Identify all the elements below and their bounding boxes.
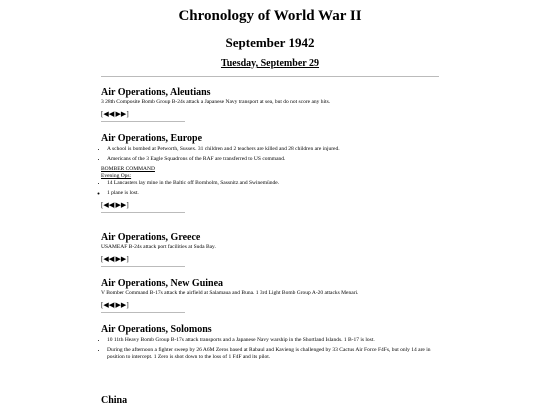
nav-separator: | <box>114 255 116 263</box>
prev-icon[interactable]: ◀◀ <box>103 255 115 263</box>
page-title: Chronology of World War II <box>178 8 362 24</box>
month-heading: September 1942 <box>225 35 315 50</box>
section-text: V Bomber Command B-17s attack the airfield at Salamaua and Buna. 1 3rd Light Bomb Group A-20 attacks Menari. <box>101 290 359 296</box>
section-aleutians <box>101 87 439 122</box>
section-title: Air Operations, Solomons <box>101 324 212 335</box>
prev-icon[interactable]: ◀◀ <box>103 301 115 309</box>
subheading-evening-ops: Evening Ops: <box>101 173 132 179</box>
prev-icon[interactable]: ◀◀ <box>103 110 115 118</box>
section-divider <box>101 212 185 213</box>
section-title: Air Operations, Aleutians <box>101 87 211 98</box>
day-heading[interactable]: Tuesday, September 29 <box>220 58 320 69</box>
nav-bracket-close: ] <box>126 110 129 118</box>
section-text: USAMEAF B-24s attack port facilities at Suda Bay. <box>101 244 216 250</box>
section-divider <box>101 121 185 122</box>
nav-bracket-open: [ <box>101 301 104 309</box>
header-divider <box>101 76 439 77</box>
prev-icon[interactable]: ◀◀ <box>103 201 115 209</box>
section-title: Air Operations, Europe <box>101 133 203 144</box>
section-text: 3 28th Composite Bomb Group B-24s attack a Japanese Navy transport at sea, but do not score any hits. <box>101 99 331 105</box>
section-greece <box>101 232 439 267</box>
next-icon[interactable]: ▶▶ <box>115 110 127 118</box>
nav-bracket-open: [ <box>101 255 104 263</box>
nav-bracket-close: ] <box>126 301 129 309</box>
section-title: Air Operations, Greece <box>101 232 201 243</box>
nav-bracket-open: [ <box>101 110 104 118</box>
nav-bracket-close: ] <box>126 255 129 263</box>
section-nav <box>101 301 439 309</box>
section-title: China <box>101 395 128 406</box>
bullet-list <box>101 146 439 163</box>
next-icon[interactable]: ▶▶ <box>115 201 127 209</box>
nav-separator: | <box>114 301 116 309</box>
section-nav <box>101 201 439 209</box>
subheading-bomber-command: BOMBER COMMAND <box>101 166 155 172</box>
bullet-list <box>101 337 439 361</box>
list-item: • Americans of the 3 Eagle Squadrons of the RAF are transferred to US command. <box>107 156 439 163</box>
section-china <box>101 395 439 406</box>
list-item: • A school is bombed at Petworth, Sussex. 31 children and 2 teachers are killed and 28 children are injured. <box>107 146 439 153</box>
nav-bracket-open: [ <box>101 201 104 209</box>
section-europe <box>101 133 439 213</box>
nav-separator: | <box>114 110 116 118</box>
next-icon[interactable]: ▶▶ <box>115 301 127 309</box>
list-item: • During the afternoon a fighter sweep by 26 A6M Zeros based at Rabaul and Kavieng is challenged by 33 Cactus Air Force F4Fs, but only 14 are in position to intercept. 1 Zero is shot down to the loss of 1 F4F and its pilot. <box>107 347 439 361</box>
list-item: • 14 Lancasters lay mine in the Baltic off Bornholm, Sassnitz and Swinemünde. <box>107 180 439 187</box>
section-divider <box>101 312 185 313</box>
next-icon[interactable]: ▶▶ <box>115 255 127 263</box>
nav-separator: | <box>114 201 116 209</box>
nav-bracket-close: ] <box>126 201 129 209</box>
section-nav <box>101 255 439 263</box>
section-divider <box>101 266 185 267</box>
section-new-guinea <box>101 278 439 313</box>
list-item: • 10 11th Heavy Bomb Group B-17s attack transports and a Japanese Navy warship in the Shortland Islands. 1 B-17 is lost. <box>107 337 439 344</box>
bullet-list <box>101 180 439 187</box>
section-solomons <box>101 324 439 364</box>
section-nav <box>101 110 439 118</box>
section-title: Air Operations, New Guinea <box>101 278 224 289</box>
circle-list <box>101 190 439 197</box>
list-item: ◦ 1 plane is lost. <box>107 190 439 197</box>
